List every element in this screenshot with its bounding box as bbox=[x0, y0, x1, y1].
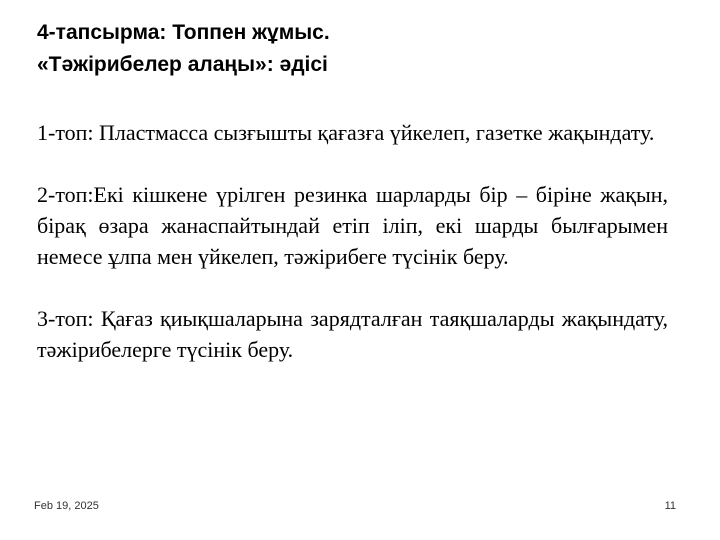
paragraph-spacer bbox=[37, 148, 668, 179]
group-3-task: 3-топ: Қағаз қиықшаларына зарядталған таяқшаларды жақындату, тәжірибелерге түсінік беру. bbox=[37, 306, 668, 362]
paragraph-spacer bbox=[37, 272, 668, 303]
group-1-task: 1-топ: Пластмасса сызғышты қағазға үйкелеп, газетке жақындату. bbox=[37, 120, 655, 145]
slide-number: 11 bbox=[664, 500, 676, 512]
title-line-2: «Тәжірибелер алаңы»: әдісі bbox=[37, 53, 328, 76]
footer-date: Feb 19, 2025 bbox=[34, 500, 99, 512]
group-2-task: 2-топ:Екі кішкене үрілген резинка шарларды бір – біріне жақын, бірақ өзара жанаспайтындай етіп іліп, екі шарды былғарымен немесе ұлпа мен үйкелеп, тәжірибеге түсінік беру. bbox=[37, 182, 668, 269]
slide-title bbox=[37, 17, 677, 81]
slide-body bbox=[37, 117, 668, 365]
title-line-1: 4-тапсырма: Топпен жұмыс. bbox=[37, 21, 330, 44]
